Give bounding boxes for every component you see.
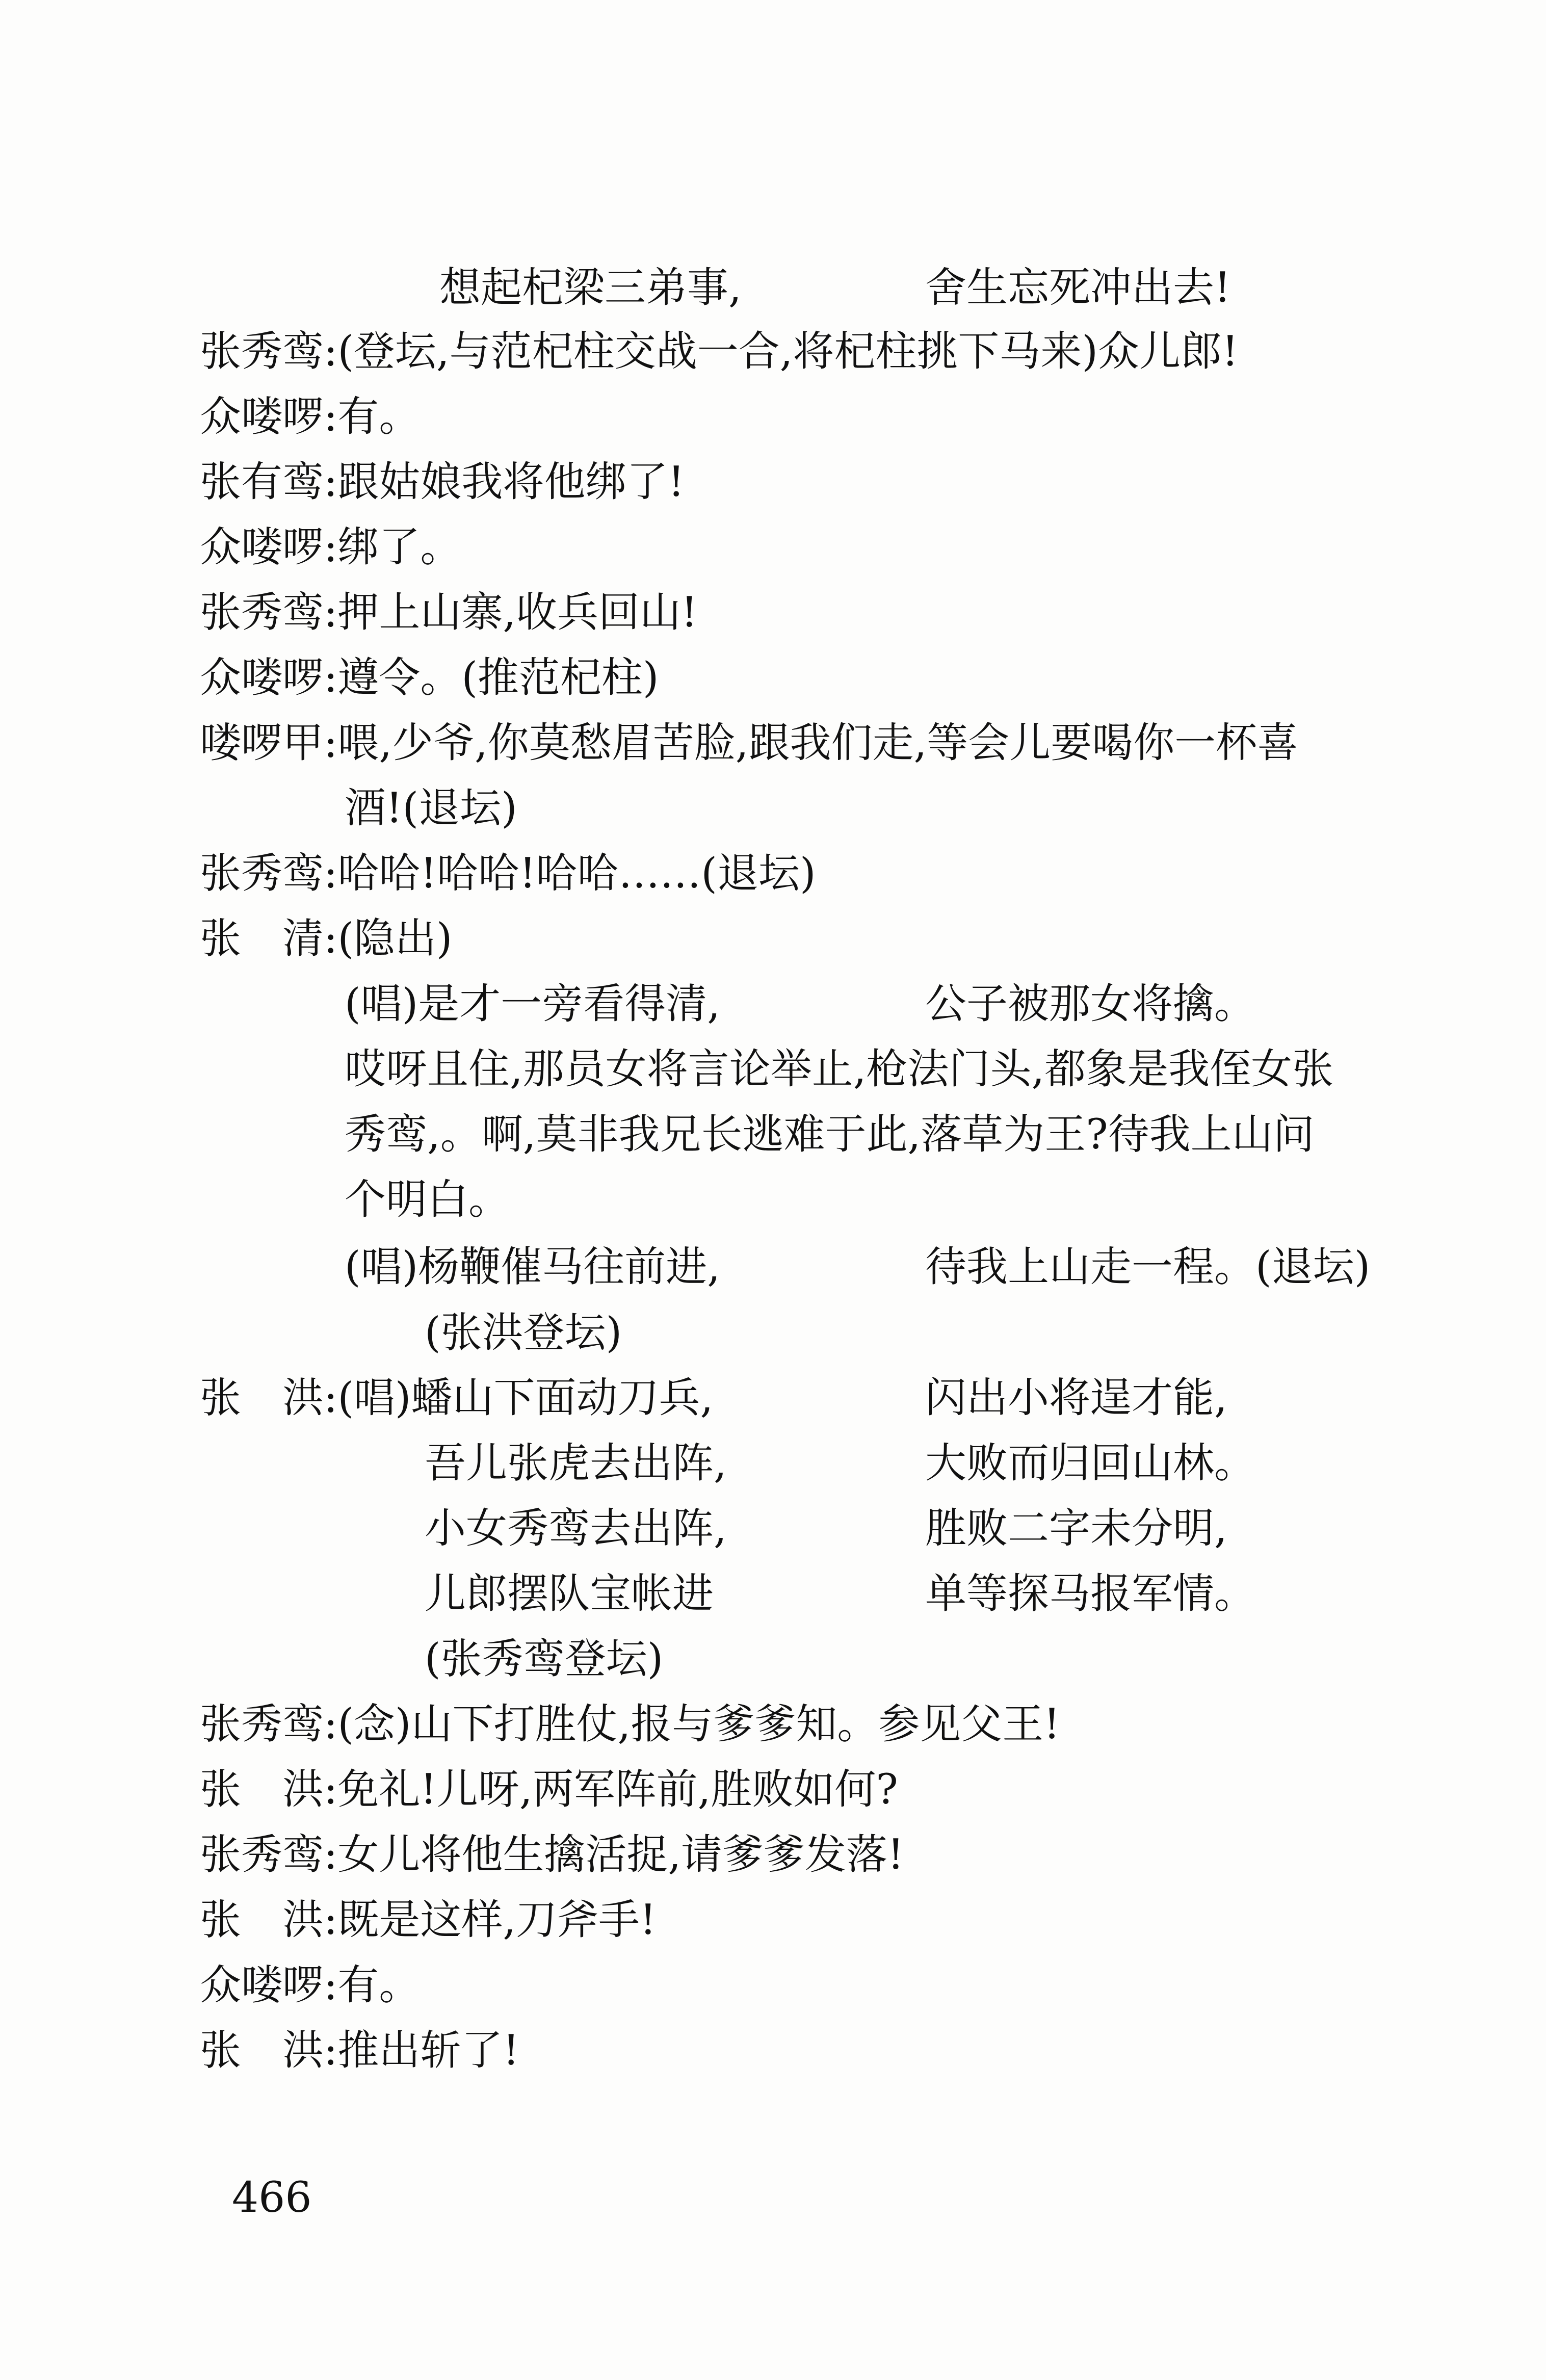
verse-line xyxy=(425,1438,727,1489)
dialogue-text: 女儿将他生擒活捉,请爹爹发落! xyxy=(337,1831,904,1879)
verse-right: 单等探马报军情。 xyxy=(925,1570,1256,1618)
verse-line-right xyxy=(925,1373,1227,1424)
verse-line xyxy=(425,1503,727,1554)
verse-right: 舍生忘死冲出去! xyxy=(925,264,1231,312)
verse-line-right xyxy=(925,979,1255,1030)
stage-direction-text: (张秀鸾登坛) xyxy=(425,1635,664,1683)
dialogue-line: 众喽啰:绑了。 xyxy=(200,522,461,573)
speaker-name: 张秀鸾 xyxy=(200,589,324,637)
dialogue-line: 众喽啰:遵令。(推范杞柱) xyxy=(200,652,659,703)
dialogue-line: 张秀鸾:(念)山下打胜仗,报与爹爹知。参见父王! xyxy=(200,1699,1060,1750)
dialogue-text: 有。 xyxy=(337,393,421,441)
dialogue-line: 张秀鸾:哈哈!哈哈!哈哈……(退坛) xyxy=(200,848,816,899)
dialogue-line: 张秀鸾:押上山寨,收兵回山! xyxy=(200,587,698,638)
verse-left: (唱)杨鞭催马往前进, xyxy=(345,1243,720,1291)
dialogue-text: (念)山下打胜仗,报与爹爹知。参见父王! xyxy=(337,1701,1060,1748)
verse-right: 胜败二字未分明, xyxy=(925,1505,1227,1553)
dialogue-text: 哎呀且住,那员女将言论举止,枪法门头,都象是我侄女张 xyxy=(345,1045,1334,1093)
dialogue-line: 张秀鸾:(登坛,与范杞柱交战一合,将杞柱挑下马来)众儿郎! xyxy=(200,326,1239,377)
dialogue-text: 喂,少爷,你莫愁眉苦脸,跟我们走,等会儿要喝你一杯喜 xyxy=(337,719,1299,767)
dialogue-text: 秀鸾,。啊,莫非我兄长逃难于此,落草为王?待我上山问 xyxy=(345,1111,1315,1159)
verse-right: 待我上山走一程。(退坛) xyxy=(925,1243,1371,1291)
page-number: 466 xyxy=(232,2174,312,2222)
dialogue-line: 张 洪:推出斩了! xyxy=(200,2025,519,2076)
continuation-line xyxy=(345,1174,510,1225)
dialogue-line: 张 洪:既是这样,刀斧手! xyxy=(200,1895,657,1946)
verse-line xyxy=(345,1242,720,1293)
dialogue-text: 免礼!儿呀,两军阵前,胜败如何? xyxy=(337,1766,898,1814)
verse-line-right xyxy=(925,1242,1370,1293)
dialogue-line: 张有鸾:跟姑娘我将他绑了! xyxy=(200,457,685,508)
verse-line-right xyxy=(925,1438,1255,1489)
verse-line xyxy=(439,263,742,313)
verse-right: 闪出小将逞才能, xyxy=(925,1374,1227,1422)
verse-left: 儿郎摆队宝帐进 xyxy=(425,1570,714,1618)
verse-line-right xyxy=(925,263,1231,313)
dialogue-text: (隐出) xyxy=(337,915,453,963)
verse-line xyxy=(345,979,720,1030)
speaker-name: 众喽啰 xyxy=(200,393,324,441)
continuation-line xyxy=(345,1044,1333,1095)
speaker-name: 张 清 xyxy=(200,915,324,963)
dialogue-text: 跟姑娘我将他绑了! xyxy=(337,458,685,506)
dialogue-text: (登坛,与范杞柱交战一合,将杞柱挑下马来)众儿郎! xyxy=(337,328,1239,376)
dialogue-line: 众喽啰:有。 xyxy=(200,1960,420,2011)
speaker-name: 张秀鸾 xyxy=(200,328,324,376)
speaker-name: 众喽啰 xyxy=(200,654,324,702)
dialogue-line: 众喽啰:有。 xyxy=(200,391,420,442)
dialogue-text: 有。 xyxy=(337,1961,421,2009)
continuation-line xyxy=(345,1109,1315,1160)
stage-direction xyxy=(425,1307,622,1358)
verse-left: (唱)是才一旁看得清, xyxy=(345,980,720,1028)
dialogue-text: 遵令。(推范杞柱) xyxy=(337,654,659,702)
speaker-name: 张 洪 xyxy=(200,2027,324,2075)
dialogue-text: 推出斩了! xyxy=(337,2027,519,2075)
dialogue-line: 喽啰甲:喂,少爷,你莫愁眉苦脸,跟我们走,等会儿要喝你一杯喜 xyxy=(200,718,1298,769)
verse-line xyxy=(425,1568,714,1619)
verse-left: 小女秀鸾去出阵, xyxy=(425,1505,727,1553)
dialogue-text: 个明白。 xyxy=(345,1176,510,1224)
speaker-name: 张 洪 xyxy=(200,1896,324,1944)
speaker-name: 张秀鸾 xyxy=(200,850,324,898)
speaker-name: 喽啰甲 xyxy=(200,719,324,767)
stage-direction-text: (张洪登坛) xyxy=(425,1309,622,1357)
verse-left: (唱)蟠山下面动刀兵, xyxy=(337,1374,714,1422)
speaker-name: 众喽啰 xyxy=(200,524,324,571)
speaker-name: 张秀鸾 xyxy=(200,1831,324,1879)
speaker-name: 众喽啰 xyxy=(200,1961,324,2009)
verse-right: 公子被那女将擒。 xyxy=(925,980,1256,1028)
dialogue-text: 押上山寨,收兵回山! xyxy=(337,589,698,637)
speaker-name: 张 洪 xyxy=(200,1766,324,1814)
speaker-name: 张秀鸾 xyxy=(200,1701,324,1748)
verse-line-right xyxy=(925,1503,1227,1554)
dialogue-line: 张 洪:(唱)蟠山下面动刀兵, xyxy=(200,1373,713,1424)
verse-right: 大败而归回山林。 xyxy=(925,1440,1256,1487)
speaker-name: 张 洪 xyxy=(200,1374,324,1422)
dialogue-line: 张 清:(隐出) xyxy=(200,913,453,964)
verse-left: 想起杞梁三弟事, xyxy=(439,264,742,312)
stage-direction xyxy=(425,1634,663,1685)
dialogue-text: 哈哈!哈哈!哈哈……(退坛) xyxy=(337,850,816,898)
dialogue-line: 张 洪:免礼!儿呀,两军阵前,胜败如何? xyxy=(200,1764,898,1815)
dialogue-line: 张秀鸾:女儿将他生擒活捉,请爹爹发落! xyxy=(200,1829,904,1880)
dialogue-text: 既是这样,刀斧手! xyxy=(337,1896,657,1944)
continuation-line xyxy=(345,783,517,834)
dialogue-text: 酒!(退坛) xyxy=(345,784,517,832)
verse-line-right xyxy=(925,1568,1255,1619)
dialogue-text: 绑了。 xyxy=(337,524,462,571)
verse-left: 吾儿张虎去出阵, xyxy=(425,1440,727,1487)
speaker-name: 张有鸾 xyxy=(200,458,324,506)
